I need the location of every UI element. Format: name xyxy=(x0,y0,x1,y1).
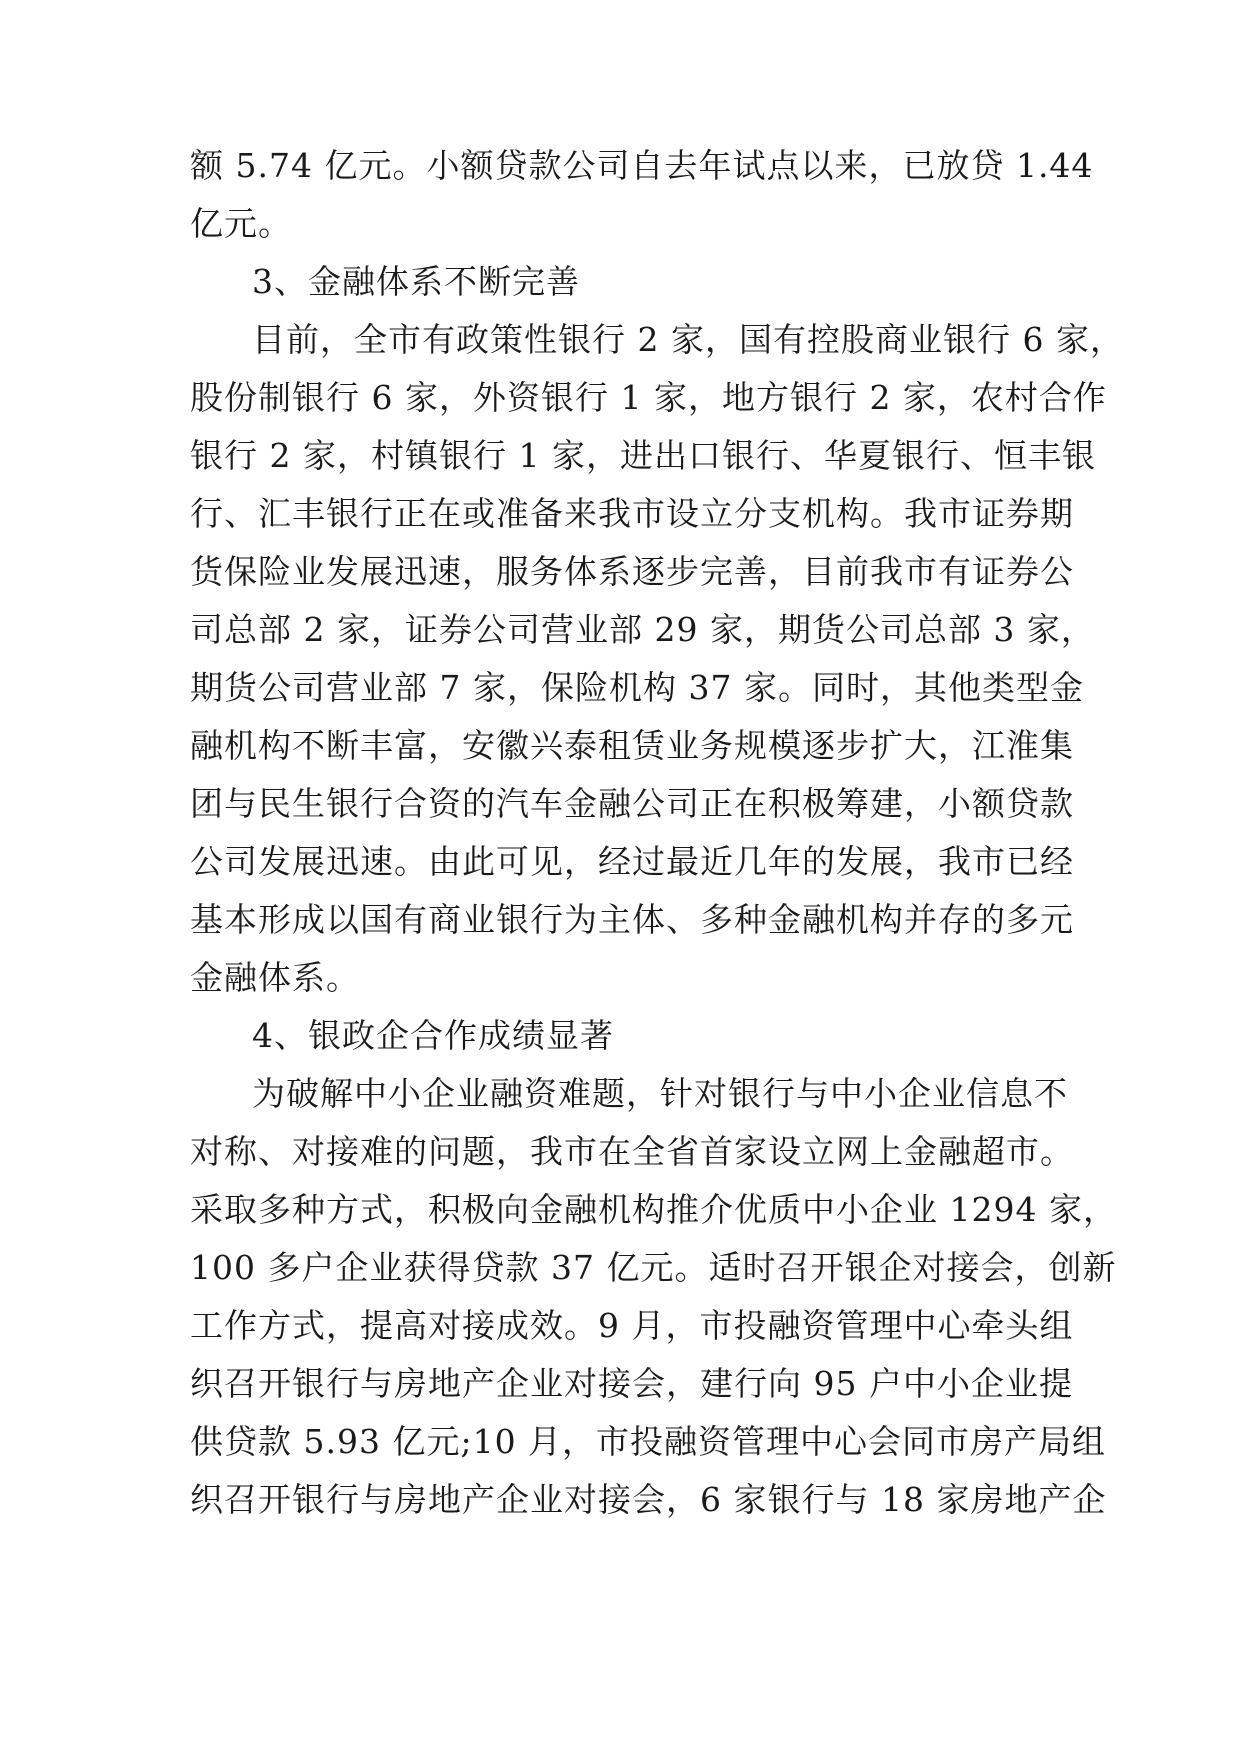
body-text-line: 团与民生银行合资的汽车金融公司正在积极筹建，小额贷款 xyxy=(190,784,1074,823)
body-text-line: 为破解中小企业融资难题，针对银行与中小企业信息不 xyxy=(252,1074,1068,1113)
body-text-line: 融机构不断丰富，安徽兴泰租赁业务规模逐步扩大，江淮集 xyxy=(190,726,1074,765)
body-text-line: 织召开银行与房地产企业对接会，建行向 95 户中小企业提 xyxy=(190,1364,1073,1403)
body-text-line: 织召开银行与房地产企业对接会，6 家银行与 18 家房地产企 xyxy=(190,1480,1107,1519)
body-text-line: 采取多种方式，积极向金融机构推介优质中小企业 1294 家， xyxy=(190,1190,1117,1229)
body-text-line: 公司发展迅速。由此可见，经过最近几年的发展，我市已经 xyxy=(190,842,1074,881)
body-text-line: 100 多户企业获得贷款 37 亿元。适时召开银企对接会，创新 xyxy=(190,1248,1117,1287)
body-text-line: 基本形成以国有商业银行为主体、多种金融机构并存的多元 xyxy=(190,900,1074,939)
section-heading: 3、金融体系不断完善 xyxy=(252,262,580,301)
body-text-line: 额 5.74 亿元。小额贷款公司自去年试点以来，已放贷 1.44 xyxy=(190,146,1094,185)
body-text-line: 司总部 2 家，证券公司营业部 29 家，期货公司总部 3 家， xyxy=(190,610,1095,649)
body-text-line: 货保险业发展迅速，服务体系逐步完善，目前我市有证券公 xyxy=(190,552,1074,591)
body-text-line: 工作方式，提高对接成效。9 月，市投融资管理中心牵头组 xyxy=(190,1306,1074,1345)
body-text-line: 金融体系。 xyxy=(190,958,360,997)
body-text-line: 供贷款 5.93 亿元;10 月，市投融资管理中心会同市房产局组 xyxy=(190,1422,1107,1461)
body-text-line: 目前，全市有政策性银行 2 家，国有控股商业银行 6 家， xyxy=(252,320,1124,359)
body-text-line: 期货公司营业部 7 家，保险机构 37 家。同时，其他类型金 xyxy=(190,668,1084,707)
body-text-line: 行、汇丰银行正在或准备来我市设立分支机构。我市证券期 xyxy=(190,494,1074,533)
body-text-line: 银行 2 家，村镇银行 1 家，进出口银行、华夏银行、恒丰银 xyxy=(190,436,1096,475)
body-text-line: 股份制银行 6 家，外资银行 1 家，地方银行 2 家，农村合作 xyxy=(190,378,1107,417)
body-text-line: 亿元。 xyxy=(190,204,292,243)
body-text-line: 对称、对接难的问题，我市在全省首家设立网上金融超市。 xyxy=(190,1132,1074,1171)
section-heading: 4、银政企合作成绩显著 xyxy=(252,1016,614,1055)
